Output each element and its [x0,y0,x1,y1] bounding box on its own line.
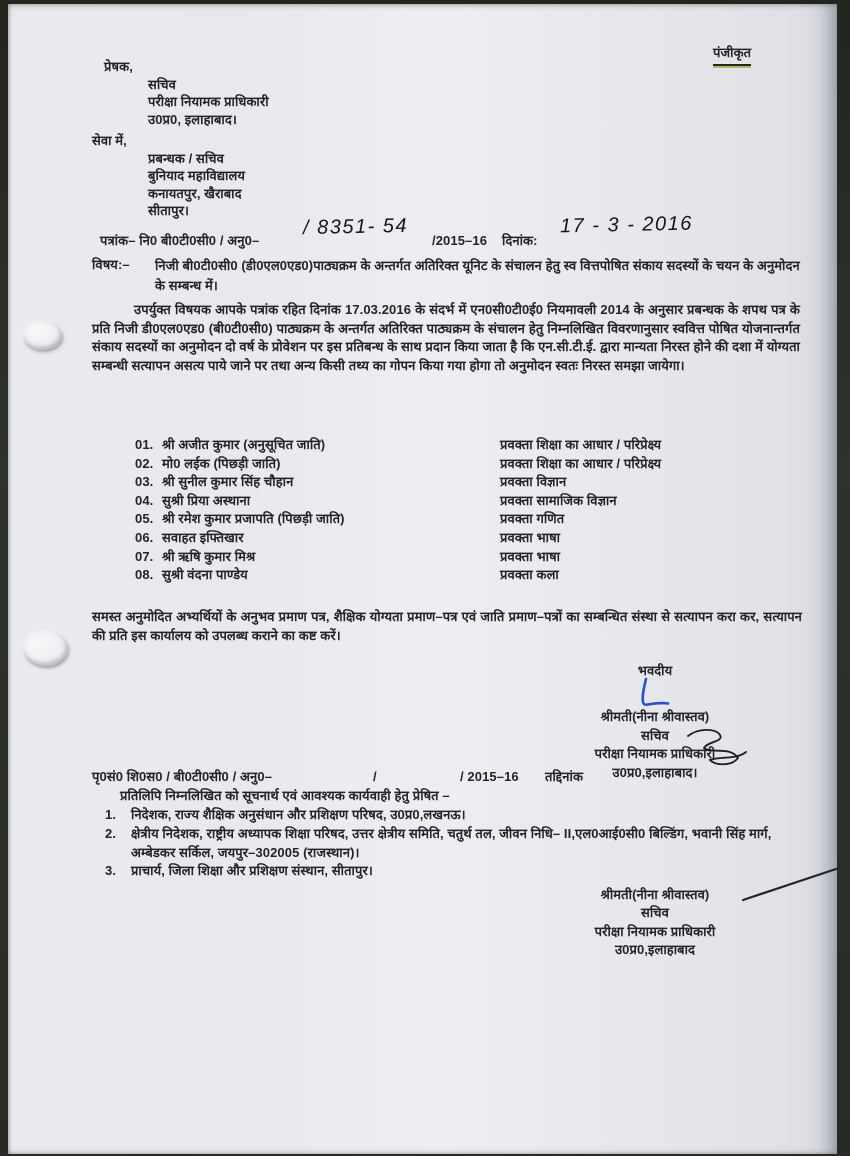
candidate-row [135,548,720,567]
candidate-post: प्रवक्ता शिक्षा का आधार / परिप्रेक्ष्य [500,437,662,452]
recipient-line: प्रबन्धक / सचिव [148,151,224,166]
paper-bump-top [24,322,62,350]
distribution-item-text: निदेशक, राज्य शैक्षिक अनुसंधान और प्रशिक्षण परिषद, उ0प्र0,लखनऊ। [131,807,466,822]
candidate-name: श्री रमेश कुमार प्रजापति (पिछड़ी जाति) [162,511,345,527]
sender-line: सचिव [148,77,176,92]
recipient-label: सेवा में, [92,133,127,148]
blue-signature-mark-icon [632,678,676,708]
candidate-row [135,566,720,585]
candidate-post: प्रवक्ता गणित [500,511,565,527]
sender-line: परीक्षा नियामक प्राधिकारी [148,94,269,110]
signatory-title: सचिव [641,727,669,743]
handwritten-letter-number: / 8351- 54 [302,214,409,240]
distribution-item [105,862,810,881]
endorsement-ref-label: पृ0सं0 शि0स0 / बी0टी0सी0 / अनु0– [92,769,273,784]
recipient-address [148,150,245,220]
sender-line: उ0प्र0, इलाहाबाद। [148,111,237,127]
candidate-number: 02. [135,455,154,471]
candidate-number: 04. [135,492,154,508]
handwritten-date: 17 - 3 - 2016 [559,212,694,238]
sender-address [148,76,269,128]
sender-label: प्रेषक, [104,59,133,74]
candidate-number: 03. [135,474,154,490]
recipient-line: कनायतपुर, खैराबाद [148,185,242,201]
signatory-org: परीक्षा नियामक प्राधिकारी [594,923,716,939]
subject-text: निजी बी0टी0सी0 (डी0एल0एड0)पाठ्यक्रम के अन्तर्गत अतिरिक्त यूनिट के संचालन हेतु स्व वित्तपोषित संकाय सदस्यों के चयन के अनुमोदन के सम्बन्ध में। [155,258,800,293]
candidate-post: प्रवक्ता शिक्षा का आधार / परिप्रेक्ष्य [500,455,662,471]
signatory-place: उ0प्र0,इलाहाबाद। [612,764,698,780]
same-date-label: तद्दिनांक [545,769,584,784]
date-label: दिनांक: [502,233,538,248]
candidate-number: 08. [135,567,154,583]
candidate-row [135,510,720,529]
recipient-line: सीतापुर। [148,203,190,219]
candidate-number: 01. [135,437,154,452]
registered-label: पंजीकृत [713,44,751,66]
signatory-place: उ0प्र0,इलाहाबाद [614,942,696,958]
signatory-title: सचिव [641,905,669,921]
distribution-item-number: 2. [105,825,117,841]
candidate-name: सवाहत इफ्तिखार [162,529,244,545]
candidate-row [135,473,720,492]
candidate-post: प्रवक्ता भाषा [500,548,561,564]
distribution-item-number: 1. [105,807,117,822]
valediction: भवदीय [637,663,673,678]
candidates-list [135,436,720,585]
paper-bump-bottom [24,632,68,666]
candidate-row [135,492,720,511]
distribution-item-text: क्षेत्रीय निदेशक, राष्ट्रीय अध्यापक शिक्षा परिषद, उत्तर क्षेत्रीय समिति, चतुर्थ तल, जीवन निधि– II,एल0आई0सी0 बिल्डिंग, भवानी सिंह मार्ग, अम्बेडकर सर्किल, जयपुर–302005 (राजस्थान)। [131,825,772,860]
candidate-name: श्री सुनील कुमार सिंह चौहान [162,474,294,490]
candidate-number: 06. [135,529,154,545]
endorsement-year: / 2015–16 [460,769,519,784]
candidate-row [135,455,720,474]
distribution-item-text: प्राचार्य, जिला शिक्षा और प्रशिक्षण संस्थान, सीतापुर। [131,863,373,879]
letter-paper [8,4,837,1154]
recipient-line: बुनियाद महाविद्यालय [148,168,246,184]
ref-year-printed: /2015–16 [432,233,488,248]
signatory-name: श्रीमती(नीना श्रीवास्तव) [600,709,710,725]
candidate-name: श्री अजीत कुमार (अनुसूचित जाति) [162,437,326,452]
candidate-name: श्री ऋषि कुमार मिश्र [162,548,256,564]
signatory-org: परीक्षा नियामक प्राधिकारी [594,746,716,762]
distribution-list [105,806,810,881]
endorsement-slash: / [373,769,377,784]
candidate-post: प्रवक्ता भाषा [500,529,561,545]
signature-mark-area [540,680,770,708]
distribution-item [105,806,810,825]
candidate-name: मो0 लईक (पिछड़ी जाति) [162,455,281,471]
candidate-post: प्रवक्ता विज्ञान [500,474,567,490]
candidate-number: 07. [135,548,154,564]
subject-label: विषय:– [92,257,130,272]
distribution-item [105,825,810,863]
body-paragraph: उपर्युक्त विषयक आपके पत्रांक रहित दिनांक 17.03.2016 के संदर्भ में एन0सी0टी0ई0 नियमावली 2014 के अनुसार प्रबन्धक के शपथ पत्र के प्रति निजी डी0एल0एड0 (बी0टी0सी0) पाठ्यक्रम के अन्तर्गत अतिरिक्त पाठ्यक्रम के संचालन हेतु निम्नलिखित विवरणानुसार स्ववित्त पोषित योजनान्तर्गत संकाय सदस्यों का अनुमोदन दो वर्ष के प्रोवेशन पर इस प्रतिबन्ध के साथ प्रदान किया जाता है कि एन.सी.टी.ई. द्वारा मान्यता निरस्त होने की दशा में योग्यता सम्बन्धी सत्यापन असत्य पाये जाने पर तथा अन्य किसी तथ्य का गोपन किया गया होगा तो अनुमोदन स्वतः निरस्त समझा जायेगा। [92,302,800,373]
candidate-name: सुश्री वंदना पाण्डेय [162,567,248,583]
ink-scribble-signature-icon [686,726,748,772]
candidate-post: प्रवक्ता सामाजिक विज्ञान [500,492,617,508]
copy-to-line: प्रतिलिपि निम्नलिखित को सूचनार्थ एवं आवश्यक कार्यवाही हेतु प्रेषित – [120,788,450,803]
closing-paragraph: समस्त अनुमोदित अभ्यर्थियों के अनुभव प्रमाण पत्र, शैक्षिक योग्यता प्रमाण–पत्र एवं जाति प्रमाण–पत्रों का सम्बन्धित संस्था से सत्यापन करा कर, सत्यापन की प्रति इस कार्यालय को उपलब्ध कराने का कष्ट करें। [92,609,802,643]
signatory-name: श्रीमती(नीना श्रीवास्तव) [600,887,710,902]
signature-block-bottom [540,886,770,960]
candidate-post: प्रवक्ता कला [500,567,559,583]
ref-number-label: पत्रांक– नि0 बी0टी0सी0 / अनु0– [100,233,260,248]
candidate-name: सुश्री प्रिया अस्थाना [162,492,251,508]
candidate-row [135,529,720,548]
candidate-number: 05. [135,511,154,527]
candidate-row [135,436,720,455]
distribution-item-number: 3. [105,863,117,879]
